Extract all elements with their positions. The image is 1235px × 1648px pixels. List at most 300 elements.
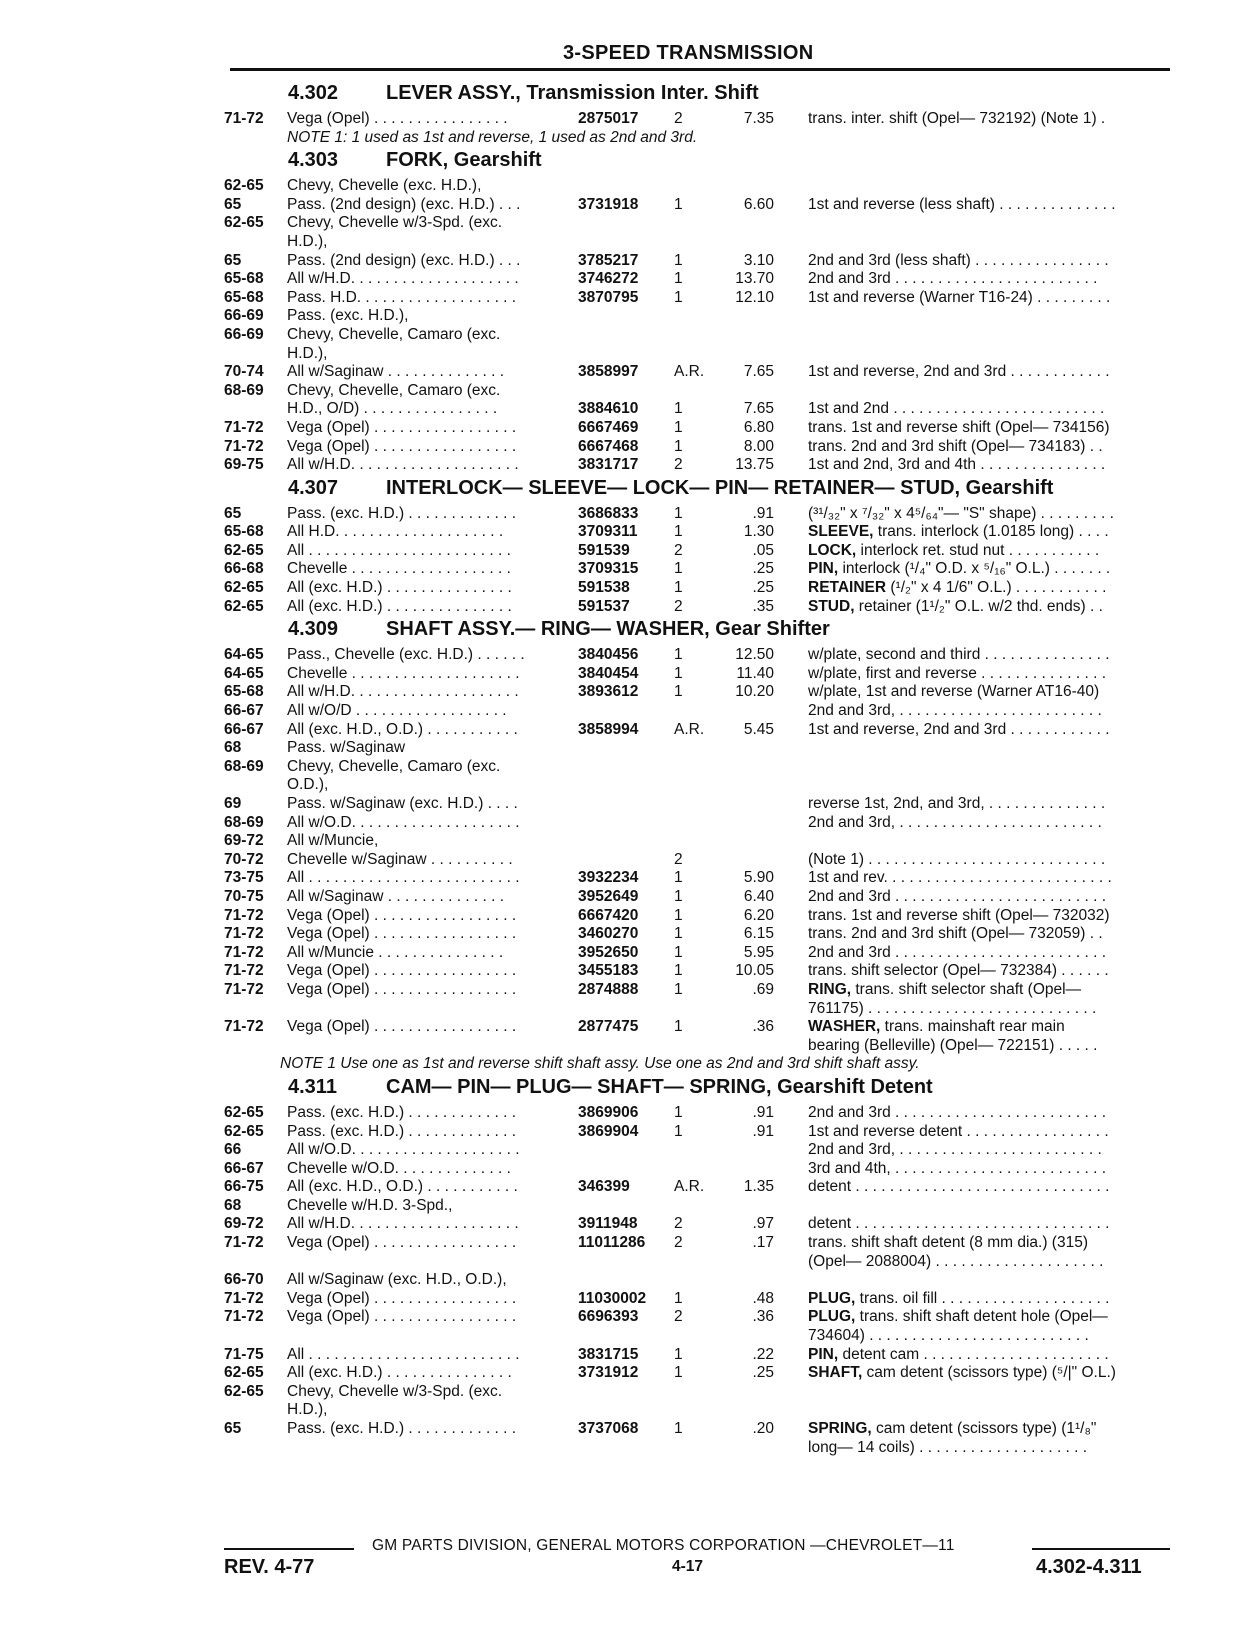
quantity: 1 <box>674 869 683 887</box>
description-text: 2nd and 3rd . . . . . . . . . . . . . . . . . . . . . . . . . <box>808 943 1107 961</box>
description-text: trans. 1st and reverse shift (Opel— 732032) <box>808 906 1110 924</box>
quantity: 2 <box>674 541 683 559</box>
quantity: 1 <box>674 251 683 269</box>
part-number: 3785217 <box>578 251 639 269</box>
description <box>808 252 1168 271</box>
table-row <box>224 542 1179 561</box>
description <box>808 1141 1168 1160</box>
description-part-name: WASHER, <box>808 1018 881 1036</box>
description <box>808 289 1168 308</box>
table-row <box>224 196 1179 215</box>
model-years: 62-65 <box>224 597 264 615</box>
section-title: SHAFT ASSY.— RING— WASHER, Gear Shifter <box>386 618 830 641</box>
section-number: 4.309 <box>288 618 339 641</box>
quantity: 2 <box>674 1308 683 1326</box>
application: Pass. (2nd design) (exc. H.D.) . . . <box>287 251 521 269</box>
description <box>808 795 1168 814</box>
description-text: reverse 1st, 2nd, and 3rd, . . . . . . . . . . . . . . <box>808 795 1106 812</box>
description <box>808 944 1168 963</box>
table-row <box>224 270 1179 289</box>
description <box>808 505 1168 524</box>
description-text: cam detent (scissors type) (⁵/|" O.L.) <box>862 1364 1116 1382</box>
description-text: w/plate, first and reverse . . . . . . . . . . . . . . . <box>808 664 1107 682</box>
description-text: 1st and rev. . . . . . . . . . . . . . . . . . . . . . . . . . . <box>808 869 1112 887</box>
part-number: 3869904 <box>578 1122 639 1140</box>
application: Vega (Opel) . . . . . . . . . . . . . . . . . <box>287 906 517 924</box>
table-row <box>224 721 1179 740</box>
table-row <box>224 1346 1179 1365</box>
table-row <box>224 252 1179 271</box>
application: Chevy, Chevelle (exc. H.D.), <box>287 177 482 195</box>
table-row <box>224 1000 1179 1019</box>
description-text: trans. shift shaft detent hole (Opel— <box>855 1308 1108 1326</box>
footer-revision: REV. 4-77 <box>224 1556 315 1578</box>
section-number: 4.303 <box>288 149 339 172</box>
section-title: LEVER ASSY., Transmission Inter. Shift <box>386 82 759 104</box>
description <box>808 1439 1168 1458</box>
description <box>808 1346 1168 1365</box>
table-row <box>224 795 1179 814</box>
description <box>808 1327 1168 1346</box>
model-years: 71-72 <box>224 980 264 998</box>
price: 12.10 <box>735 288 774 306</box>
description <box>808 1253 1168 1272</box>
model-years: 71-72 <box>224 962 264 980</box>
description-text: 1st and reverse, 2nd and 3rd . . . . . . . . . . . . <box>808 720 1110 738</box>
section-heading <box>224 1076 1179 1104</box>
application: Chevy, Chevelle, Camaro (exc. <box>287 381 501 399</box>
description <box>808 1178 1168 1197</box>
table-row <box>224 1037 1179 1056</box>
application: All w/O/D . . . . . . . . . . . . . . . . . . <box>287 702 507 720</box>
application: Chevelle w/H.D. 3-Spd., <box>287 1196 453 1214</box>
description-text: 761175) . . . . . . . . . . . . . . . . . . . . . . . . . . . <box>808 999 1097 1017</box>
table-row <box>224 110 1179 129</box>
model-years: 71-72 <box>224 110 264 127</box>
quantity: 1 <box>674 560 683 578</box>
quantity: 1 <box>674 664 683 682</box>
table-row <box>224 1123 1179 1142</box>
application: Chevelle w/O.D. . . . . . . . . . . . . . <box>287 1159 511 1177</box>
quantity: 1 <box>674 887 683 905</box>
table-row <box>224 814 1179 833</box>
model-years: 65-68 <box>224 270 264 288</box>
description-text: 2nd and 3rd, . . . . . . . . . . . . . . . . . . . . . . . . <box>808 813 1102 831</box>
model-years: 69 <box>224 795 242 812</box>
table-row <box>224 1234 1179 1253</box>
footer-page-number: 4-17 <box>672 1558 704 1575</box>
price: .48 <box>752 1289 774 1307</box>
table-row <box>224 1215 1179 1234</box>
application: Chevy, Chevelle w/3-Spd. (exc. <box>287 214 503 232</box>
price: 7.65 <box>743 363 774 381</box>
description-part-name: RETAINER <box>808 579 887 597</box>
quantity: 2 <box>674 110 683 127</box>
quantity: 1 <box>674 1289 683 1307</box>
table-row <box>224 307 1179 326</box>
price: .97 <box>752 1215 774 1233</box>
table-row <box>224 646 1179 665</box>
application: All w/O.D. . . . . . . . . . . . . . . . . . . . <box>287 1141 520 1159</box>
header-rule <box>230 68 1170 71</box>
description-text: cam detent (scissors type) (1¹/₈" <box>871 1420 1097 1437</box>
quantity: 1 <box>674 1018 683 1036</box>
description-text: 2nd and 3rd (less shaft) . . . . . . . . . . . . . . . . <box>808 251 1109 269</box>
application: Pass. H.D. . . . . . . . . . . . . . . . . . . <box>287 288 517 306</box>
model-years: 71-72 <box>224 418 264 436</box>
description-part-name: PIN, <box>808 560 839 578</box>
application: All w/H.D. . . . . . . . . . . . . . . . . . . . <box>287 683 519 701</box>
price: 10.05 <box>735 962 774 980</box>
footer-section-range: 4.302-4.311 <box>1036 1556 1142 1578</box>
description-text: trans. mainshaft rear main <box>880 1018 1065 1036</box>
quantity: 1 <box>674 400 683 418</box>
table-row <box>224 1141 1179 1160</box>
section-number: 4.307 <box>288 476 339 499</box>
model-years: 62-65 <box>224 1122 264 1140</box>
part-number: 3858994 <box>578 720 639 738</box>
price: 11.40 <box>736 664 774 682</box>
section-title: INTERLOCK— SLEEVE— LOCK— PIN— RETAINER— STUD, Gearshift <box>386 476 1054 499</box>
model-years: 65-68 <box>224 683 264 701</box>
section-number: 4.302 <box>288 82 339 104</box>
quantity: 1 <box>674 906 683 924</box>
description <box>808 1000 1168 1019</box>
table-row <box>224 438 1179 457</box>
price: 6.60 <box>743 195 774 213</box>
table-row <box>224 214 1179 233</box>
description <box>808 665 1168 684</box>
application: Vega (Opel) . . . . . . . . . . . . . . . . . <box>287 980 517 998</box>
table-row <box>224 739 1179 758</box>
section-heading <box>224 82 1179 110</box>
description <box>808 1420 1168 1439</box>
model-years: 71-72 <box>224 437 264 455</box>
model-years: 66 <box>224 1141 242 1159</box>
description <box>808 702 1168 721</box>
table-row <box>224 289 1179 308</box>
model-years: 66-69 <box>224 325 264 343</box>
application: O.D.), <box>287 776 329 794</box>
model-years: 71-72 <box>224 1289 264 1307</box>
table-row <box>224 1401 1179 1420</box>
model-years: 71-72 <box>224 1234 264 1252</box>
application: H.D., O/D) . . . . . . . . . . . . . . . . <box>287 400 498 418</box>
description <box>808 907 1168 926</box>
application: Pass. (exc. H.D.) . . . . . . . . . . . . . <box>287 1122 517 1140</box>
section-note: NOTE 1 Use one as 1st and reverse shift shaft assy. Use one as 2nd and 3rd shift shaft assy. <box>280 1055 920 1073</box>
application: Pass. (exc. H.D.) . . . . . . . . . . . . . <box>287 1103 517 1121</box>
price: 13.75 <box>735 456 774 474</box>
application: All w/Muncie, <box>287 832 379 850</box>
quantity: 1 <box>674 646 683 664</box>
application: Vega (Opel) . . . . . . . . . . . . . . . . . <box>287 1308 517 1326</box>
table-row <box>224 382 1179 401</box>
description-text: 1st and reverse (less shaft) . . . . . . . . . . . . . . <box>808 195 1116 213</box>
model-years: 69-75 <box>224 456 264 474</box>
description <box>808 1123 1168 1142</box>
price: .35 <box>752 597 774 615</box>
model-years: 68 <box>224 1196 242 1214</box>
price: .91 <box>752 1103 774 1121</box>
description <box>808 1290 1168 1309</box>
part-number: 3952649 <box>578 887 639 905</box>
table-row <box>224 363 1179 382</box>
table-row <box>224 832 1179 851</box>
part-number: 6667468 <box>578 437 639 455</box>
application: All . . . . . . . . . . . . . . . . . . . . . . . . <box>287 541 511 559</box>
table-row <box>224 944 1179 963</box>
table-row <box>224 1420 1179 1439</box>
table-row <box>224 925 1179 944</box>
model-years: 66-69 <box>224 307 264 325</box>
application: Chevy, Chevelle w/3-Spd. (exc. <box>287 1382 503 1400</box>
application: Vega (Opel) . . . . . . . . . . . . . . . . . <box>287 1234 517 1252</box>
model-years: 62-65 <box>224 177 264 195</box>
part-number: 3869906 <box>578 1103 639 1121</box>
model-years: 62-65 <box>224 214 264 232</box>
model-years: 65 <box>224 195 242 213</box>
price: .36 <box>752 1018 774 1036</box>
quantity: 1 <box>674 1420 683 1437</box>
application: Chevelle w/Saginaw . . . . . . . . . . <box>287 850 513 868</box>
table-row <box>224 1160 1179 1179</box>
model-years: 70-72 <box>224 850 264 868</box>
price: 5.90 <box>743 869 774 887</box>
application: All w/H.D. . . . . . . . . . . . . . . . . . . . <box>287 1215 519 1233</box>
part-number: 591537 <box>578 597 630 615</box>
description-text: interlock (¹/₄" O.D. x ⁵/₁₆" O.L.) . . . . . . . <box>838 560 1111 578</box>
description-part-name: SLEEVE, <box>808 523 874 541</box>
application: All . . . . . . . . . . . . . . . . . . . . . . . . . <box>287 869 520 887</box>
description-text: retainer (1¹/₂" O.L. w/2 thd. ends) . . <box>854 597 1103 615</box>
table-row <box>224 345 1179 364</box>
application: Vega (Opel) . . . . . . . . . . . . . . . . . <box>287 437 517 455</box>
description-text: (³¹/₃₂" x ⁷/₃₂" x 4⁵/₆₄"— "S" shape) . . . . . . . . . <box>808 504 1114 522</box>
table-row <box>224 1308 1179 1327</box>
model-years: 73-75 <box>224 869 264 887</box>
description-text: trans. oil fill . . . . . . . . . . . . . . . . . . . . <box>855 1289 1110 1307</box>
part-number: 3893612 <box>578 683 639 701</box>
application: All w/Saginaw . . . . . . . . . . . . . . <box>287 363 505 381</box>
footer-rule-right <box>1032 1548 1170 1550</box>
description-part-name: PIN, <box>808 1345 839 1363</box>
table-row <box>224 1383 1179 1402</box>
price: .25 <box>752 560 774 578</box>
description <box>808 110 1168 129</box>
price: .17 <box>752 1234 774 1252</box>
price: 6.15 <box>743 925 774 943</box>
table-row <box>224 1271 1179 1290</box>
application: All . . . . . . . . . . . . . . . . . . . . . . . . . <box>287 1345 520 1363</box>
description-text: 734604) . . . . . . . . . . . . . . . . . . . . . . . . . . <box>808 1327 1089 1345</box>
price: 6.80 <box>743 418 774 436</box>
table-row <box>224 523 1179 542</box>
section-title: CAM— PIN— PLUG— SHAFT— SPRING, Gearshift Detent <box>386 1075 933 1098</box>
application: Vega (Opel) . . . . . . . . . . . . . . . . <box>287 110 508 127</box>
price: .36 <box>752 1308 774 1326</box>
model-years: 69-72 <box>224 832 264 850</box>
price: 8.00 <box>743 437 774 455</box>
description <box>808 523 1168 542</box>
section-title: FORK, Gearshift <box>386 149 542 172</box>
application: H.D.), <box>287 344 328 362</box>
description <box>808 1104 1168 1123</box>
description <box>808 363 1168 382</box>
model-years: 66-70 <box>224 1271 264 1289</box>
application: H.D.), <box>287 232 328 250</box>
application: Pass. (exc. H.D.) . . . . . . . . . . . . . <box>287 1420 517 1437</box>
description <box>808 1364 1168 1383</box>
description <box>808 962 1168 981</box>
quantity: 1 <box>674 523 683 541</box>
description <box>808 1215 1168 1234</box>
application: Pass. w/Saginaw <box>287 739 406 757</box>
table-row <box>224 560 1179 579</box>
description <box>808 646 1168 665</box>
part-number: 3831717 <box>578 456 639 474</box>
description-text: trans. shift selector (Opel— 732384) . . . . . . <box>808 962 1109 980</box>
description <box>808 560 1168 579</box>
model-years: 66-67 <box>224 1159 264 1177</box>
price: .91 <box>752 1122 774 1140</box>
model-years: 66-67 <box>224 702 264 720</box>
table-row <box>224 981 1179 1000</box>
part-number: 3460270 <box>578 925 639 943</box>
description-part-name: PLUG, <box>808 1308 856 1326</box>
description <box>808 400 1168 419</box>
description-text: 2nd and 3rd, . . . . . . . . . . . . . . . . . . . . . . . . <box>808 702 1102 720</box>
model-years: 64-65 <box>224 664 264 682</box>
description <box>808 438 1168 457</box>
description-text: detent cam . . . . . . . . . . . . . . . . . . . . . . <box>838 1345 1109 1363</box>
part-number: 3746272 <box>578 270 639 288</box>
description-text: 3rd and 4th, . . . . . . . . . . . . . . . . . . . . . . . . . <box>808 1159 1107 1177</box>
model-years: 62-65 <box>224 1103 264 1121</box>
table-row <box>224 1178 1179 1197</box>
description-text: bearing (Belleville) (Opel— 722151) . . . . . <box>808 1036 1098 1054</box>
quantity: 1 <box>674 925 683 943</box>
description <box>808 270 1168 289</box>
description <box>808 721 1168 740</box>
application: All w/H.D. . . . . . . . . . . . . . . . . . . . <box>287 270 519 288</box>
quantity: 1 <box>674 962 683 980</box>
description <box>808 196 1168 215</box>
description <box>808 598 1168 617</box>
quantity: 2 <box>674 456 683 474</box>
application: All H.D. . . . . . . . . . . . . . . . . . . . <box>287 523 504 541</box>
part-number: 591538 <box>578 579 630 597</box>
part-number: 3932234 <box>578 869 639 887</box>
table-row <box>224 598 1179 617</box>
model-years: 66-67 <box>224 720 264 738</box>
model-years: 66-75 <box>224 1178 264 1196</box>
description-text: long— 14 coils) . . . . . . . . . . . . . . . . . . . . <box>808 1438 1088 1456</box>
model-years: 70-74 <box>224 363 264 381</box>
quantity: 1 <box>674 579 683 597</box>
quantity: 2 <box>674 850 683 868</box>
model-years: 65-68 <box>224 523 264 541</box>
description-text: 2nd and 3rd . . . . . . . . . . . . . . . . . . . . . . . . <box>808 270 1098 288</box>
description-text: 1st and 2nd . . . . . . . . . . . . . . . . . . . . . . . . . <box>808 400 1105 418</box>
part-number: 3858997 <box>578 363 639 381</box>
model-years: 68-69 <box>224 381 264 399</box>
quantity: 1 <box>674 437 683 455</box>
application: All (exc. H.D., O.D.) . . . . . . . . . . . <box>287 1178 518 1196</box>
description-text: (Opel— 2088004) . . . . . . . . . . . . . . . . . . . . <box>808 1252 1104 1270</box>
description-text: trans. shift shaft detent (8 mm dia.) (315) <box>808 1234 1088 1252</box>
description-text: trans. 1st and reverse shift (Opel— 734156) <box>808 418 1110 436</box>
model-years: 71-72 <box>224 943 264 961</box>
table-row <box>224 962 1179 981</box>
table-row <box>224 907 1179 926</box>
description-text: interlock ret. stud nut . . . . . . . . . . . <box>856 541 1100 559</box>
model-years: 71-72 <box>224 906 264 924</box>
description-text: 1st and 2nd, 3rd and 4th . . . . . . . . . . . . . . . <box>808 456 1106 474</box>
application: Chevelle . . . . . . . . . . . . . . . . . . . . <box>287 664 520 682</box>
quantity: 2 <box>674 1215 683 1233</box>
part-number: 3911948 <box>578 1215 638 1233</box>
section-heading <box>224 149 1179 177</box>
part-number: 3884610 <box>578 400 639 418</box>
table-row <box>224 1364 1179 1383</box>
application: All w/H.D. . . . . . . . . . . . . . . . . . . . <box>287 456 519 474</box>
model-years: 62-65 <box>224 1364 264 1382</box>
description-text: 1st and reverse detent . . . . . . . . . . . . . . . . . <box>808 1122 1109 1140</box>
quantity: 1 <box>674 980 683 998</box>
part-number: 3870795 <box>578 288 639 306</box>
part-number: 3952650 <box>578 943 639 961</box>
description-text: 2nd and 3rd . . . . . . . . . . . . . . . . . . . . . . . . . <box>808 887 1107 905</box>
quantity: 1 <box>674 1122 683 1140</box>
table-row <box>224 233 1179 252</box>
price: 6.20 <box>743 906 774 924</box>
price: .22 <box>752 1345 774 1363</box>
price: 7.65 <box>743 400 774 418</box>
table-row <box>224 505 1179 524</box>
quantity: A.R. <box>674 720 705 738</box>
application: All (exc. H.D.) . . . . . . . . . . . . . . . <box>287 1364 512 1382</box>
description <box>808 925 1168 944</box>
application: Chevelle . . . . . . . . . . . . . . . . . . . <box>287 560 511 578</box>
section-heading <box>224 618 1179 646</box>
application: All (exc. H.D., O.D.) . . . . . . . . . . . <box>287 720 518 738</box>
application: Pass. (exc. H.D.), <box>287 307 409 325</box>
description-text: trans. 2nd and 3rd shift (Opel— 732059) . . <box>808 925 1103 943</box>
model-years: 68-69 <box>224 757 264 775</box>
table-row <box>224 579 1179 598</box>
model-years: 62-65 <box>224 541 264 559</box>
application: H.D.), <box>287 1401 328 1419</box>
price: .69 <box>752 980 774 998</box>
quantity: 1 <box>674 943 683 961</box>
application: Chevy, Chevelle, Camaro (exc. <box>287 325 501 343</box>
model-years: 71-72 <box>224 1308 264 1326</box>
description-part-name: LOCK, <box>808 541 857 559</box>
description-text: trans. 2nd and 3rd shift (Opel— 734183) . . <box>808 437 1103 455</box>
price: 13.70 <box>735 270 774 288</box>
description-text: (¹/₂" x 4 1/6" O.L.) . . . . . . . . . . . <box>886 579 1107 597</box>
application: Vega (Opel) . . . . . . . . . . . . . . . . . <box>287 1289 517 1307</box>
description-text: 1st and reverse, 2nd and 3rd . . . . . . . . . . . . <box>808 363 1110 381</box>
quantity: 2 <box>674 597 683 615</box>
table-row <box>224 400 1179 419</box>
model-years: 62-65 <box>224 579 264 597</box>
table-row <box>224 456 1179 475</box>
table-row <box>224 1197 1179 1216</box>
section-heading <box>224 477 1179 505</box>
section-number: 4.311 <box>288 1075 337 1098</box>
